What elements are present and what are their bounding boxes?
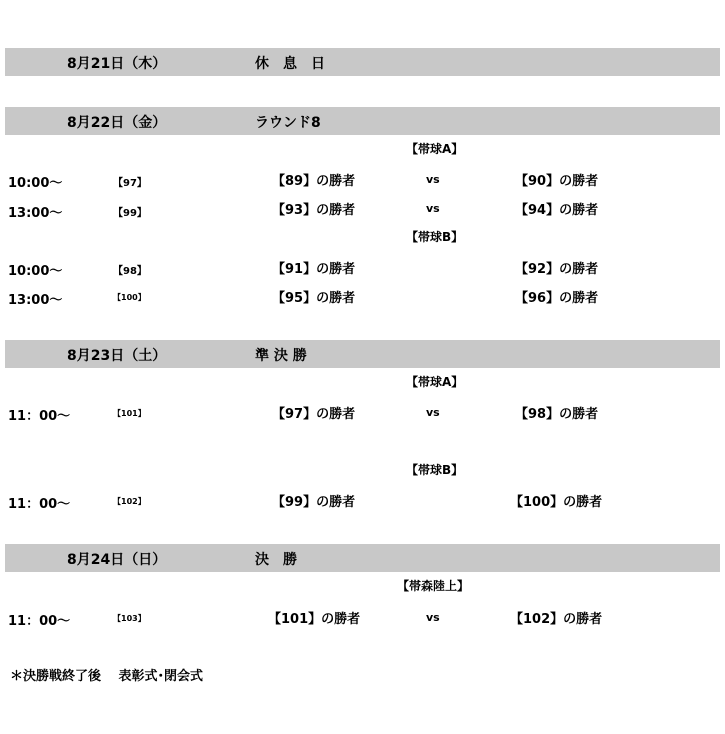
day-stage: 休 息 日 (255, 56, 325, 72)
away-team: 【96】の勝者 (515, 291, 599, 306)
footnote: ＊決勝戦終了後 表彰式･閉会式 (10, 669, 204, 684)
day-date: 8月24日（日） (67, 552, 167, 568)
venue-label: 【帯球B】 (406, 463, 464, 477)
match-number: 【102】 (113, 497, 146, 506)
match-number: 【103】 (113, 614, 146, 623)
match-time: 11：00～ (8, 614, 71, 629)
venue-label: 【帯球A】 (406, 375, 464, 389)
day-stage: ラウンド8 (255, 115, 321, 131)
match-time: 11：00～ (8, 497, 71, 512)
match-number: 【100】 (113, 293, 146, 302)
match-time: 13:00～ (8, 293, 63, 308)
match-number: 【97】 (113, 178, 147, 189)
away-team: 【102】の勝者 (510, 612, 603, 627)
match-time: 13:00～ (8, 206, 63, 221)
home-team: 【99】の勝者 (272, 495, 356, 510)
match-time: 10:00～ (8, 264, 63, 279)
vs-label: vs (426, 611, 440, 624)
match-number: 【99】 (113, 208, 147, 219)
home-team: 【95】の勝者 (272, 291, 356, 306)
match-time: 11：00～ (8, 409, 71, 424)
away-team: 【90】の勝者 (515, 174, 599, 189)
day-date: 8月21日（木） (67, 56, 167, 72)
home-team: 【91】の勝者 (272, 262, 356, 277)
venue-label: 【帯球B】 (406, 230, 464, 244)
away-team: 【98】の勝者 (515, 407, 599, 422)
day-header-aug21 (5, 48, 720, 76)
day-stage: 準 決 勝 (255, 348, 307, 364)
day-header-aug22 (5, 107, 720, 135)
venue-label: 【帯森陸上】 (397, 579, 470, 593)
venue-label: 【帯球A】 (406, 142, 464, 156)
day-header-aug23 (5, 340, 720, 368)
match-number: 【101】 (113, 409, 146, 418)
vs-label: vs (426, 406, 440, 419)
day-stage: 決 勝 (255, 552, 297, 568)
home-team: 【93】の勝者 (272, 203, 356, 218)
home-team: 【89】の勝者 (272, 174, 356, 189)
vs-label: vs (426, 202, 440, 215)
match-time: 10:00～ (8, 176, 63, 191)
away-team: 【92】の勝者 (515, 262, 599, 277)
day-date: 8月23日（土） (67, 348, 167, 364)
home-team: 【101】の勝者 (268, 612, 361, 627)
match-number: 【98】 (113, 266, 147, 277)
day-date: 8月22日（金） (67, 115, 167, 131)
vs-label: vs (426, 173, 440, 186)
home-team: 【97】の勝者 (272, 407, 356, 422)
day-header-aug24 (5, 544, 720, 572)
away-team: 【100】の勝者 (510, 495, 603, 510)
away-team: 【94】の勝者 (515, 203, 599, 218)
